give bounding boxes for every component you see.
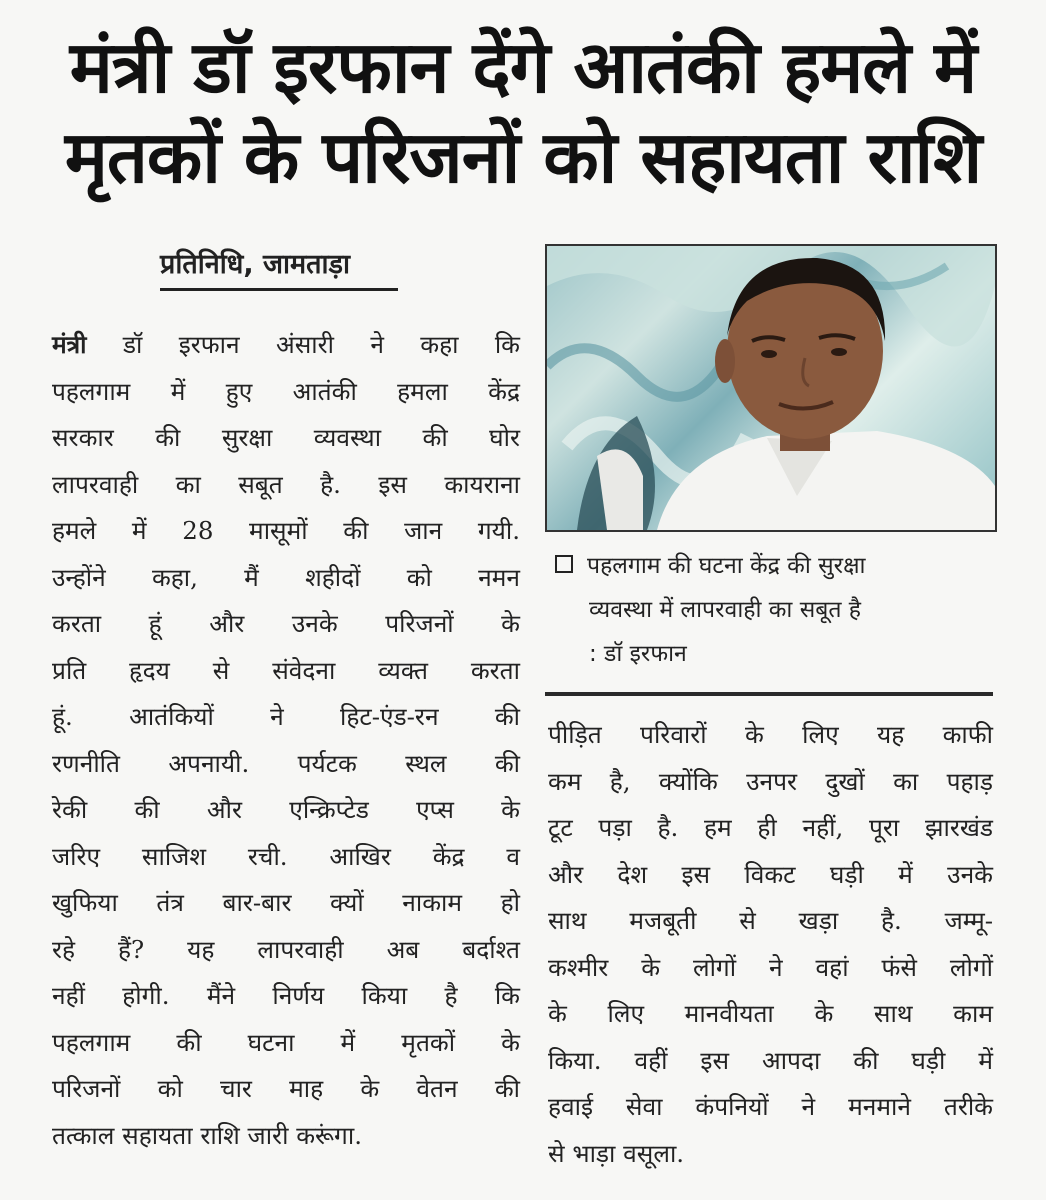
- article-line: टूट पड़ा है. हम ही नहीं, पूरा झारखंड: [548, 813, 993, 842]
- headline: [20, 22, 1026, 202]
- article-line: साथ मजबूती से खड़ा है. जम्मू-: [548, 906, 993, 935]
- article-line: पीड़ित परिवारों के लिए यह काफी: [548, 720, 993, 749]
- article-left-column: [52, 322, 520, 1159]
- article-line: कश्मीर के लोगों ने वहां फंसे लोगों: [548, 952, 993, 982]
- article-line: लापरवाही का सबूत है. इस कायराना: [52, 469, 520, 499]
- caption-divider: [545, 692, 993, 696]
- article-line: प्रति हृदय से संवेदना व्यक्त करता: [52, 655, 520, 685]
- article-right-column: [548, 712, 993, 1177]
- article-line: परिजनों को चार माह के वेतन की: [52, 1074, 520, 1103]
- headline-line-2: मृतकों के परिजनों को सहायता राशि: [64, 115, 982, 199]
- headline-line-1: मंत्री डॉ इरफान देंगे आतंकी हमले में: [69, 25, 977, 109]
- article-line: रेकी की और एन्क्रिप्टेड एप्स के: [52, 795, 520, 824]
- article-line: खुफिया तंत्र बार-बार क्यों नाकाम हो: [52, 888, 520, 917]
- article-line: कम है, क्योंकि उनपर दुखों का पहाड़: [548, 766, 993, 796]
- square-bullet-icon: [555, 555, 573, 573]
- article-line: से भाड़ा वसूला.: [548, 1138, 685, 1168]
- article-line: मंत्री डॉ इरफान अंसारी ने कहा कि: [52, 330, 520, 359]
- article-line: करता हूं और उनके परिजनों के: [52, 609, 520, 638]
- article-line: जरिए साजिश रची. आखिर केंद्र व: [52, 841, 520, 871]
- portrait-illustration: [547, 246, 995, 530]
- article-line: हूं. आतंकियों ने हिट-एंड-रन की: [52, 702, 520, 731]
- byline: प्रतिनिधि, जामताड़ा: [160, 249, 350, 280]
- article-line: तत्काल सहायता राशि जारी करूंगा.: [52, 1120, 362, 1150]
- article-line: और देश इस विकट घड़ी में उनके: [548, 859, 993, 889]
- byline-underline: [160, 288, 398, 291]
- article-line: नहीं होगी. मैंने निर्णय किया है कि: [52, 981, 520, 1010]
- news-photo: [545, 244, 997, 532]
- article-line: उन्होंने कहा, मैं शहीदों को नमन: [52, 562, 520, 592]
- article-line: रणनीति अपनायी. पर्यटक स्थल की: [52, 748, 520, 778]
- photo-caption: [555, 544, 995, 676]
- article-line: हवाई सेवा कंपनियों ने मनमाने तरीके: [548, 1092, 993, 1121]
- article-line: रहे हैं? यह लापरवाही अब बर्दाश्त: [52, 934, 520, 964]
- article-line: सरकार की सुरक्षा व्यवस्था की घोर: [52, 423, 520, 452]
- caption-line-3: : डॉ इरफान: [589, 641, 687, 667]
- article-line: पहलगाम की घटना में मृतकों के: [52, 1027, 520, 1057]
- article-line: हमले में 28 मासूमों की जान गयी.: [52, 516, 520, 545]
- article-line: पहलगाम में हुए आतंकी हमला केंद्र: [52, 376, 520, 406]
- article-line: के लिए मानवीयता के साथ काम: [548, 999, 993, 1028]
- caption-line-1: पहलगाम की घटना केंद्र की सुरक्षा: [587, 553, 866, 579]
- lead-word: मंत्री: [52, 330, 87, 359]
- caption-line-2: व्यवस्था में लापरवाही का सबूत है: [589, 597, 862, 623]
- article-line: किया. वहीं इस आपदा की घड़ी में: [548, 1045, 993, 1075]
